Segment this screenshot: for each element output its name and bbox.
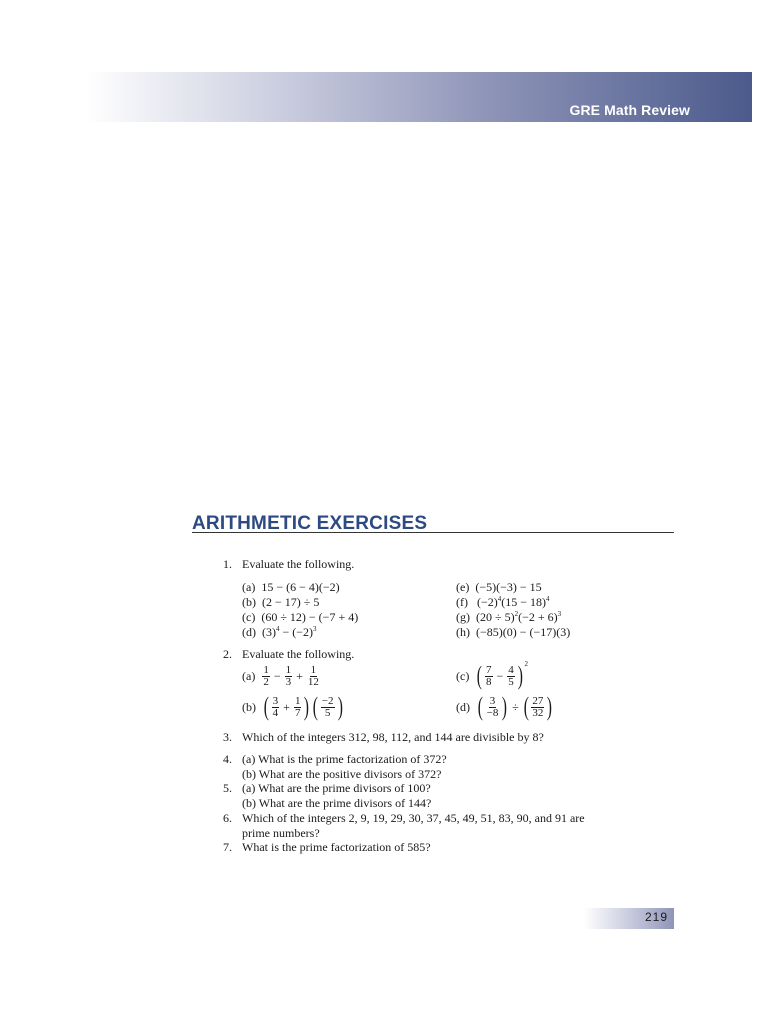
q2-b xyxy=(242,693,344,721)
q6-number: 6. xyxy=(223,811,232,825)
numerator: 1 xyxy=(310,663,317,676)
fraction xyxy=(485,665,493,688)
q5-line2: (b) What are the prime divisors of 144? xyxy=(242,796,432,810)
q2-a xyxy=(242,662,321,690)
q4-line2: (b) What are the positive divisors of 372? xyxy=(242,767,442,781)
q4-number: 4. xyxy=(223,752,232,766)
q7-number: 7. xyxy=(223,840,232,854)
q2-d xyxy=(456,693,554,721)
numerator: 1 xyxy=(263,663,269,676)
q1-f-expr-part: (−2) xyxy=(477,595,498,609)
q1-g-expr-part: (−2 + 6) xyxy=(518,610,558,624)
exponent: 2 xyxy=(524,660,528,668)
q5-line1: (a) What are the prime divisors of 100? xyxy=(242,781,431,795)
denominator: 8 xyxy=(486,675,492,688)
q1-g-exponent: 2 xyxy=(514,610,519,618)
q1-d-exponent: 4 xyxy=(276,625,280,633)
denominator: 7 xyxy=(294,706,301,719)
q1-f-exponent: 4 xyxy=(497,595,502,603)
q1-e-label: (e) xyxy=(456,580,470,594)
q3-text: Which of the integers 312, 98, 112, and 144 are divisible by 8? xyxy=(242,730,544,744)
q3-number: 3. xyxy=(223,730,232,744)
fraction xyxy=(507,665,515,688)
q1-d xyxy=(242,625,317,639)
q1-d-label: (d) xyxy=(242,625,256,639)
q4-line1: (a) What is the prime factorization of 372? xyxy=(242,752,447,766)
q1-d-expr-part: − (−2) xyxy=(279,625,314,639)
q7-text: What is the prime factorization of 585? xyxy=(242,840,431,854)
fraction xyxy=(294,696,302,719)
q1-a xyxy=(242,580,340,594)
fraction xyxy=(272,696,280,719)
denominator: 3 xyxy=(285,675,292,688)
right-paren: ) xyxy=(304,692,310,721)
left-paren: ( xyxy=(477,692,483,721)
q2-b-label: (b) xyxy=(242,699,256,714)
numerator: 1 xyxy=(285,663,292,676)
q5-number: 5. xyxy=(223,781,232,795)
numerator: 4 xyxy=(508,663,514,676)
q1-f xyxy=(456,595,550,609)
denominator: −8 xyxy=(486,706,499,719)
q1-c-expr: (60 ÷ 12) − (−7 + 4) xyxy=(261,610,359,624)
q6-line2: prime numbers? xyxy=(242,826,320,840)
q2-a-label: (a) xyxy=(242,668,256,683)
numerator: 3 xyxy=(272,694,279,707)
q1-number: 1. xyxy=(223,557,232,571)
q6-line1: Which of the integers 2, 9, 19, 29, 30, 37, 45, 49, 51, 83, 90, and 91 are xyxy=(242,811,585,825)
q1-a-label: (a) xyxy=(242,580,256,594)
right-paren: ) xyxy=(517,661,523,690)
numerator: 27 xyxy=(532,694,544,707)
q1-c-label: (c) xyxy=(242,610,256,624)
q1-g xyxy=(456,610,561,624)
q1-f-exponent: 4 xyxy=(546,595,550,603)
denominator: 12 xyxy=(307,675,319,688)
q1-f-label: (f) xyxy=(456,595,468,609)
q2-c-label: (c) xyxy=(456,668,470,683)
q1-h-label: (h) xyxy=(456,625,470,639)
operator: ÷ xyxy=(512,699,519,714)
denominator: 5 xyxy=(508,675,514,688)
denominator: 4 xyxy=(272,706,279,719)
q1-prompt: Evaluate the following. xyxy=(242,557,355,571)
q1-b xyxy=(242,595,319,609)
q1-h-expr: (−85)(0) − (−17)(3) xyxy=(476,625,571,639)
q1-g-exponent: 3 xyxy=(557,610,562,618)
q1-e xyxy=(456,580,542,594)
left-paren: ( xyxy=(312,692,319,721)
q2-number: 2. xyxy=(223,647,232,661)
numerator: 1 xyxy=(294,694,301,707)
fraction xyxy=(321,696,335,719)
fraction xyxy=(531,696,544,719)
denominator: 32 xyxy=(532,706,544,719)
q2-c xyxy=(456,662,528,690)
q1-g-label: (g) xyxy=(456,610,470,624)
q1-h xyxy=(456,625,570,639)
q1-c xyxy=(242,610,358,624)
q1-b-expr: (2 − 17) ÷ 5 xyxy=(262,595,320,609)
numerator: 3 xyxy=(489,694,496,707)
right-paren: ) xyxy=(547,692,553,721)
section-rule xyxy=(192,532,674,533)
denominator: 5 xyxy=(324,706,331,719)
page-number: 219 xyxy=(644,910,668,924)
q1-a-expr: 15 − (6 − 4)(−2) xyxy=(261,580,340,594)
numerator: 7 xyxy=(486,663,492,676)
q2-prompt: Evaluate the following. xyxy=(242,647,355,661)
denominator: 2 xyxy=(263,675,269,688)
q1-d-expr-part: (3) xyxy=(262,625,276,639)
left-paren: ( xyxy=(263,692,269,721)
running-header-title: GRE Math Review xyxy=(569,102,690,118)
operator: + xyxy=(283,699,290,714)
operator: − xyxy=(496,668,504,683)
q1-f-expr-part: (15 − 18) xyxy=(501,595,547,609)
q1-g-expr-part: (20 ÷ 5) xyxy=(476,610,515,624)
fraction xyxy=(285,665,293,688)
right-paren: ) xyxy=(337,692,343,721)
fraction xyxy=(486,696,500,719)
fraction xyxy=(307,665,320,688)
q2-d-label: (d) xyxy=(456,699,470,714)
left-paren: ( xyxy=(477,661,483,690)
right-paren: ) xyxy=(502,692,508,721)
operator: − xyxy=(273,668,281,683)
q1-d-exponent: 3 xyxy=(313,625,317,633)
section-title: ARITHMETIC EXERCISES xyxy=(192,513,428,534)
operator: + xyxy=(296,668,303,683)
left-paren: ( xyxy=(523,692,529,721)
q1-e-expr: (−5)(−3) − 15 xyxy=(475,580,542,594)
numerator: −2 xyxy=(321,694,334,707)
q1-b-label: (b) xyxy=(242,595,256,609)
fraction xyxy=(262,665,270,688)
